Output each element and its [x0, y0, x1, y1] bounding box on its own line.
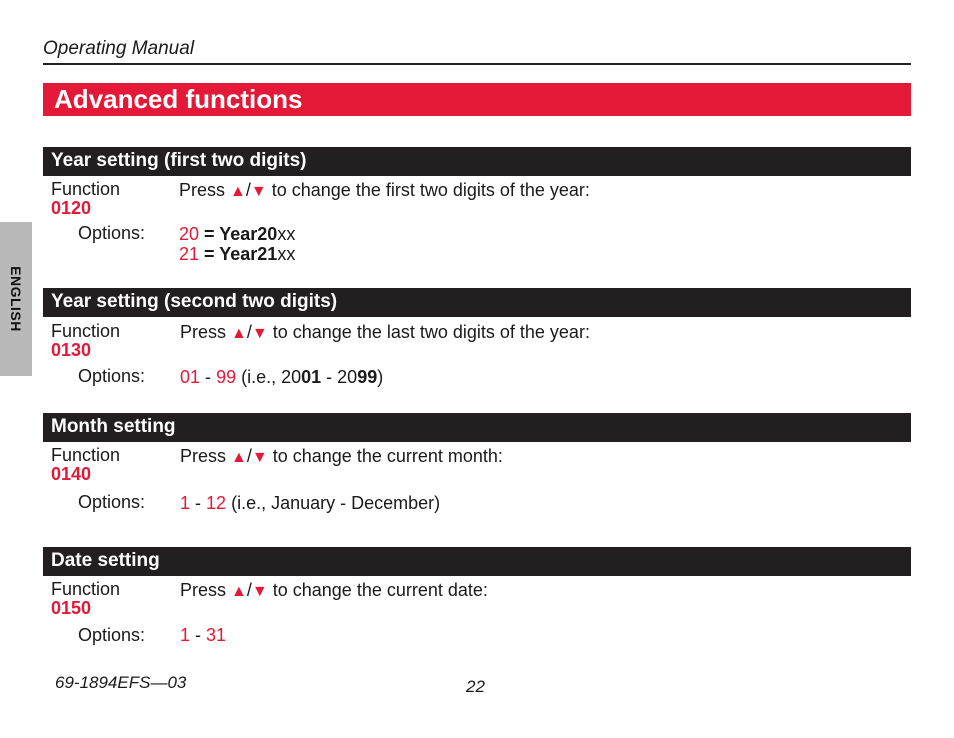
down-triangle-icon: ▼	[250, 183, 267, 200]
instruction-text: to change the first two digits of the year:	[271, 180, 590, 200]
options-label: Options:	[78, 223, 146, 243]
option-value: 20	[179, 224, 200, 244]
options-label: Options:	[78, 625, 146, 645]
page-title-banner	[43, 83, 911, 116]
function-code: 0150	[51, 598, 92, 618]
range-note-bold: 01	[301, 367, 322, 387]
section-header-month	[43, 413, 911, 442]
function-label	[51, 580, 120, 618]
function-code: 0140	[51, 464, 92, 484]
section-title: Year setting (second two digits)	[51, 291, 338, 312]
option-year-rest: xx	[277, 224, 296, 244]
page-title: Advanced functions	[54, 84, 303, 114]
function-word: Function	[51, 445, 121, 465]
option-range	[180, 367, 383, 388]
function-code: 0120	[51, 198, 92, 218]
language-tab-label: ENGLISH	[8, 266, 24, 332]
down-triangle-icon: ▼	[251, 325, 268, 342]
page-header-title: Operating Manual	[43, 38, 195, 59]
range-to: 12	[206, 493, 227, 513]
document-code: 69-1894EFS—03	[55, 673, 187, 692]
press-word: Press	[180, 580, 227, 600]
option-year-rest: xx	[277, 244, 296, 264]
section-header-year-second	[43, 288, 911, 317]
range-from: 1	[180, 493, 191, 513]
instruction-line	[180, 446, 503, 467]
instruction-line	[180, 322, 590, 343]
press-word: Press	[180, 322, 227, 342]
up-triangle-icon: ▲	[230, 183, 246, 200]
slash: /	[246, 446, 252, 466]
option-year-bold: 21	[257, 244, 278, 264]
range-dash: -	[205, 367, 212, 387]
instruction-text: to change the current date:	[272, 580, 488, 600]
range-from: 1	[180, 625, 191, 645]
range-dash: -	[195, 493, 202, 513]
press-word: Press	[180, 446, 227, 466]
range-note-part: - 20	[321, 367, 358, 387]
page-number: 22	[466, 677, 485, 696]
slash: /	[245, 180, 251, 200]
section-header-year-first	[43, 147, 911, 176]
slash: /	[246, 580, 252, 600]
option-item	[179, 244, 295, 265]
instruction-line	[180, 580, 488, 601]
option-range	[180, 625, 226, 646]
range-dash: -	[195, 625, 202, 645]
section-header-date	[43, 547, 911, 576]
function-code: 0130	[51, 340, 92, 360]
down-triangle-icon: ▼	[251, 449, 268, 466]
function-word: Function	[51, 579, 121, 599]
function-label	[51, 322, 120, 360]
options-label: Options:	[78, 366, 146, 386]
range-from: 01	[180, 367, 201, 387]
function-word: Function	[51, 179, 121, 199]
function-label	[51, 180, 120, 218]
range-to: 99	[216, 367, 237, 387]
function-word: Function	[51, 321, 121, 341]
option-item	[179, 224, 295, 245]
options-label: Options:	[78, 492, 146, 512]
option-range	[180, 493, 440, 514]
up-triangle-icon: ▲	[231, 583, 247, 600]
section-title: Month setting	[51, 416, 176, 437]
language-tab	[0, 222, 32, 376]
option-equals: = Year	[204, 244, 258, 264]
option-value: 21	[179, 244, 200, 264]
range-to: 31	[206, 625, 227, 645]
function-label	[51, 446, 120, 484]
section-title: Year setting (first two digits)	[51, 150, 307, 171]
range-note-part: )	[377, 367, 384, 387]
instruction-text: to change the current month:	[272, 446, 503, 466]
up-triangle-icon: ▲	[231, 325, 247, 342]
slash: /	[246, 322, 252, 342]
range-note-bold: 99	[357, 367, 378, 387]
header-divider	[43, 63, 911, 65]
up-triangle-icon: ▲	[231, 449, 247, 466]
section-title: Date setting	[51, 550, 160, 571]
range-note: (i.e., January - December)	[231, 493, 441, 513]
instruction-text: to change the last two digits of the year:	[272, 322, 590, 342]
down-triangle-icon: ▼	[251, 583, 268, 600]
option-year-bold: 20	[257, 224, 278, 244]
instruction-line	[179, 180, 590, 201]
range-note	[241, 367, 383, 387]
range-note-part: (i.e., 20	[241, 367, 302, 387]
option-equals: = Year	[204, 224, 258, 244]
press-word: Press	[179, 180, 226, 200]
